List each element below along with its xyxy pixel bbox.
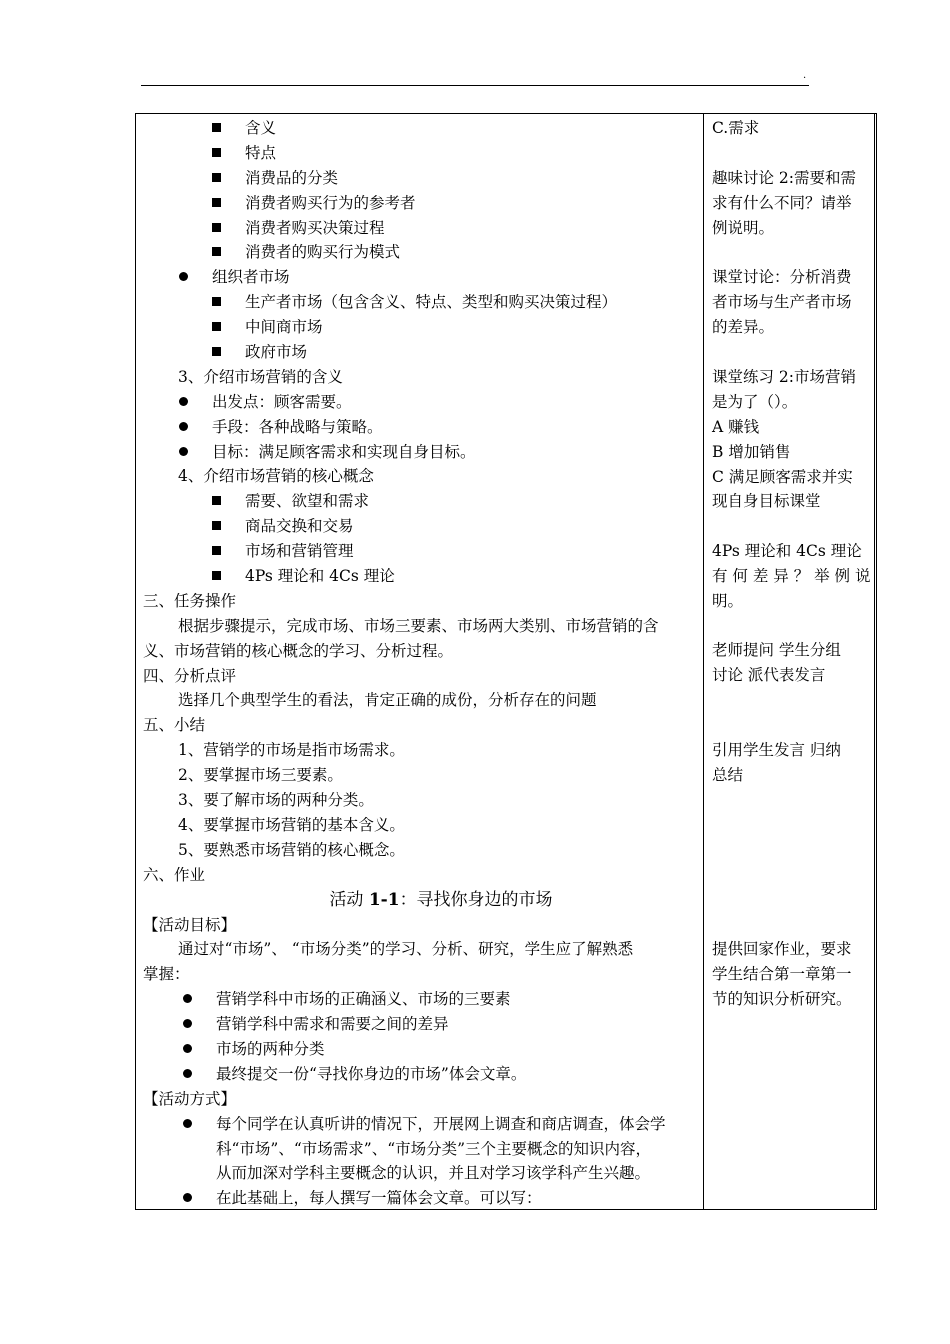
goal-item: 营销学科中需求和需要之间的差异 xyxy=(143,1012,699,1037)
point-3-heading: 3、介绍市场营销的含义 xyxy=(178,367,343,386)
activity-goal-label: 【活动目标】 xyxy=(143,915,237,934)
note-block xyxy=(712,738,870,788)
activity-title-prefix: 活动 xyxy=(329,889,369,910)
note-line: 有 何 差 异 ？ 举 例 说 xyxy=(712,566,871,585)
note-line: 4Ps 理论和 4Cs 理论 xyxy=(712,542,862,560)
note-line: 提供回家作业，要求 xyxy=(712,940,852,958)
note-line: 课堂讨论：分析消费 xyxy=(712,268,852,286)
note-block xyxy=(712,638,870,688)
section-6-title: 六、作业 xyxy=(143,865,206,884)
note-line: 总结 xyxy=(712,765,744,784)
point-4-item: 需要、欲望和需求 xyxy=(143,489,699,514)
header-dot: . xyxy=(803,70,807,81)
method-item-cont: 科“市场”、“市场需求”、“市场分类”三个主要概念的知识内容， xyxy=(216,1139,652,1158)
header-rule xyxy=(141,85,809,86)
note-block xyxy=(712,539,870,614)
method-item: 每个同学在认真听讲的情况下，开展网上调查和商店调查，体会学 xyxy=(143,1112,699,1137)
consumer-item: 特点 xyxy=(143,141,699,166)
org-item: 政府市场 xyxy=(143,340,699,365)
section-4-title: 四、分析点评 xyxy=(143,666,237,685)
point-4-item: 商品交换和交易 xyxy=(143,514,699,539)
note-line: 讨论 派代表发言 xyxy=(712,665,826,684)
section-3-text: 义、市场营销的核心概念的学习、分析过程。 xyxy=(143,641,454,660)
note-line: 明。 xyxy=(712,591,744,610)
column-divider xyxy=(703,113,704,1210)
section-4-text: 选择几个典型学生的看法，肯定正确的成份，分析存在的问题 xyxy=(178,691,597,710)
section-3-title: 三、任务操作 xyxy=(143,591,237,610)
consumer-item: 消费者购买行为的参考者 xyxy=(143,191,699,216)
org-item: 中间商市场 xyxy=(143,315,699,340)
note-line: 引用学生发言 归纳 xyxy=(712,741,841,759)
point-4-heading: 4、介绍市场营销的核心概念 xyxy=(178,467,374,486)
note-line: 的差异。 xyxy=(712,317,775,336)
note-line: 者市场与生产者市场 xyxy=(712,292,852,311)
section-5-title: 五、小结 xyxy=(143,716,206,735)
note-block xyxy=(712,365,870,514)
point-3-item: 手段：各种战略与策略。 xyxy=(143,415,699,440)
summary-item: 2、要掌握市场三要素。 xyxy=(178,766,343,785)
note-line: 节的知识分析研究。 xyxy=(712,989,852,1008)
point-3-item: 目标：满足顾客需求和实现自身目标。 xyxy=(143,440,699,465)
consumer-item: 消费者购买决策过程 xyxy=(143,216,699,241)
note-line: 学生结合第一章第一 xyxy=(712,964,852,983)
org-item: 生产者市场（包含含义、特点、类型和购买决策过程） xyxy=(143,290,699,315)
point-4-item: 市场和营销管理 xyxy=(143,539,699,564)
point-3-item: 出发点：顾客需要。 xyxy=(143,390,699,415)
note-block xyxy=(712,116,870,141)
note-block xyxy=(712,265,870,340)
note-line: 例说明。 xyxy=(712,218,775,237)
consumer-item: 消费者的购买行为模式 xyxy=(143,240,699,265)
activity-goal-text: 掌握： xyxy=(143,965,190,984)
note-line: 是为了（）。 xyxy=(712,392,798,411)
goal-item: 市场的两种分类 xyxy=(143,1037,699,1062)
point-4-item: 4Ps 理论和 4Cs 理论 xyxy=(143,564,699,589)
activity-title xyxy=(143,888,699,913)
outer-right-border xyxy=(874,113,875,1210)
note-line: 现自身目标课堂 xyxy=(712,492,821,511)
activity-title-number: 1-1 xyxy=(368,889,400,910)
note-line: A 赚钱 xyxy=(712,417,760,436)
org-market-bullet: 组织者市场 xyxy=(143,265,699,290)
summary-item: 5、要熟悉市场营销的核心概念。 xyxy=(178,840,405,859)
goal-item: 最终提交一份“寻找你身边的市场”体会文章。 xyxy=(143,1062,699,1087)
activity-goal-text: 通过对“市场”、 “市场分类”的学习、分析、研究，学生应了解熟悉 xyxy=(178,940,634,959)
method-item-cont: 从而加深对学科主要概念的认识，并且对学习该学科产生兴趣。 xyxy=(216,1164,651,1183)
note-line: C.需求 xyxy=(712,119,760,137)
consumer-item: 含义 xyxy=(143,116,699,141)
note-line: C 满足顾客需求并实 xyxy=(712,467,853,486)
section-3-text: 根据步骤提示，完成市场、市场三要素、市场两大类别、市场营销的含 xyxy=(178,616,659,635)
activity-method-label: 【活动方式】 xyxy=(143,1089,237,1108)
note-line: 课堂练习 2:市场营销 xyxy=(712,368,857,386)
method-item: 在此基础上，每人撰写一篇体会文章。可以写： xyxy=(143,1186,699,1211)
note-block xyxy=(712,166,870,241)
consumer-item: 消费品的分类 xyxy=(143,166,699,191)
summary-item: 3、要了解市场的两种分类。 xyxy=(178,791,374,810)
note-line: 求有什么不同？请举 xyxy=(712,193,852,212)
note-block xyxy=(712,937,870,1012)
summary-item: 1、营销学的市场是指市场需求。 xyxy=(178,741,405,760)
activity-title-suffix: ：寻找你身边的市场 xyxy=(399,889,553,910)
goal-item: 营销学科中市场的正确涵义、市场的三要素 xyxy=(143,987,699,1012)
note-line: B 增加销售 xyxy=(712,442,791,461)
content-column xyxy=(143,116,699,1211)
note-line: 老师提问 学生分组 xyxy=(712,641,841,659)
summary-item: 4、要掌握市场营销的基本含义。 xyxy=(178,815,405,834)
note-line: 趣味讨论 2:需要和需 xyxy=(712,169,857,187)
